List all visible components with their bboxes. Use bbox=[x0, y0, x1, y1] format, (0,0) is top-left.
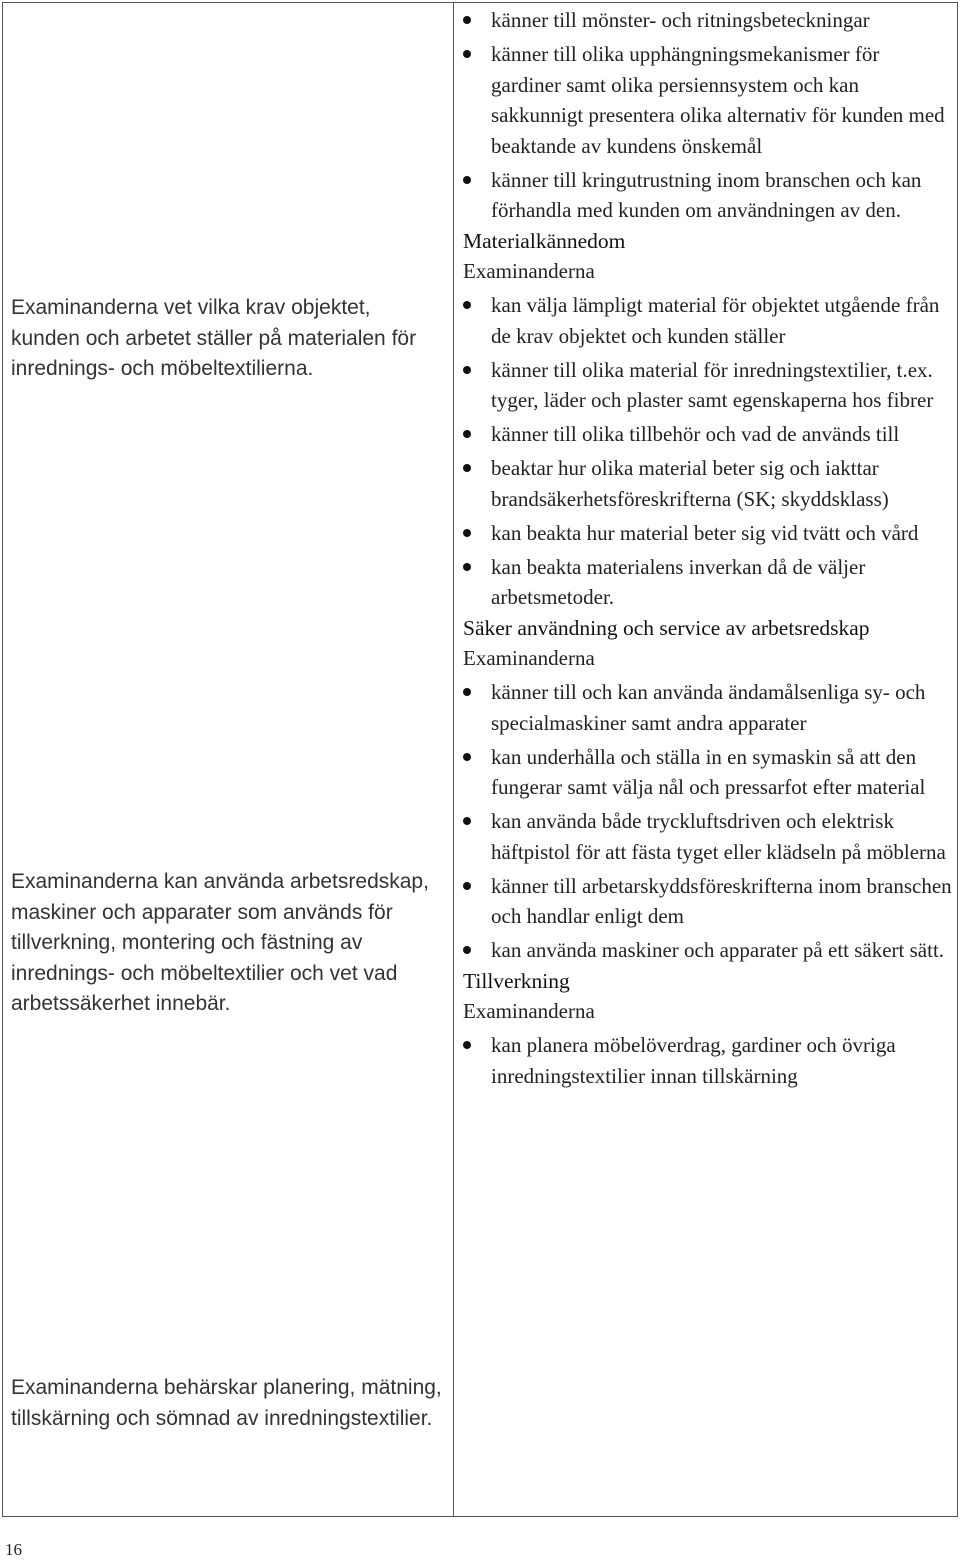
bullet-icon bbox=[463, 464, 471, 472]
bullet-icon bbox=[463, 753, 471, 761]
bullet-icon bbox=[463, 688, 471, 696]
goal-tools: Examinanderna kan använda arbetsredskap, maskiner och apparater som används för tillverkning, montering och fästning av inrednings- och möbeltextilier och vet vad arbetssäkerhet innebär. bbox=[11, 870, 429, 1015]
list-item: känner till olika upphängningsmekanismer för gardiner samt olika persiennsystem och kan sakkunnigt presentera olika alternativ för kunden med beaktande av kundens önskemål bbox=[454, 39, 958, 161]
bullet-icon bbox=[463, 366, 471, 374]
bullet-icon bbox=[463, 176, 471, 184]
section-heading-material: Materialkännedom bbox=[463, 228, 626, 253]
section-subject: Examinanderna bbox=[463, 999, 595, 1023]
bullet-icon bbox=[463, 1041, 471, 1049]
list-item: kan beakta materialens inverkan då de väljer arbetsmetoder. bbox=[454, 552, 958, 613]
bullet-icon bbox=[463, 946, 471, 954]
bullet-icon bbox=[463, 882, 471, 890]
safety-list bbox=[454, 677, 958, 966]
bullet-icon bbox=[463, 301, 471, 309]
goal-material: Examinanderna vet vilka krav objektet, kunden och arbetet ställer på materialen för inrednings- och möbeltextilierna. bbox=[11, 296, 417, 380]
list-item: känner till arbetarskyddsföreskrifterna inom branschen och handlar enligt dem bbox=[454, 871, 958, 932]
list-item: kan använda maskiner och apparater på ett säkert sätt. bbox=[454, 935, 958, 966]
list-item: kan planera möbelöverdrag, gardiner och övriga inredningstextilier innan tillskärning bbox=[454, 1030, 958, 1091]
list-item: kan välja lämpligt material för objektet utgående från de krav objektet och kunden ställer bbox=[454, 290, 958, 351]
list-item: känner till mönster- och ritningsbeteckningar bbox=[454, 5, 958, 36]
criteria-table bbox=[2, 2, 958, 1517]
list-item: kan beakta hur material beter sig vid tvätt och vård bbox=[454, 518, 958, 549]
intro-list bbox=[454, 5, 958, 226]
section-heading-manufacturing: Tillverkning bbox=[463, 968, 570, 993]
list-item: kan använda både tryckluftsdriven och elektrisk häftpistol för att fästa tyget eller klädseln på möblerna bbox=[454, 806, 958, 867]
material-list bbox=[454, 290, 958, 613]
bullet-icon bbox=[463, 50, 471, 58]
goals-column bbox=[3, 3, 453, 1516]
section-subject: Examinanderna bbox=[463, 646, 595, 670]
list-item: beaktar hur olika material beter sig och iakttar brandsäkerhetsföreskrifterna (SK; skyddsklass) bbox=[454, 453, 958, 514]
list-item: känner till olika material för inredningstextilier, t.ex. tyger, läder och plaster samt egenskaperna hos fibrer bbox=[454, 355, 958, 416]
manufacturing-list bbox=[454, 1030, 958, 1091]
bullet-icon bbox=[463, 529, 471, 537]
section-subject: Examinanderna bbox=[463, 259, 595, 283]
list-item: känner till olika tillbehör och vad de används till bbox=[454, 419, 958, 450]
bullet-icon bbox=[463, 430, 471, 438]
section-heading-safety: Säker användning och service av arbetsredskap bbox=[463, 615, 870, 640]
list-item: kan underhålla och ställa in en symaskin så att den fungerar samt välja nål och pressarfot efter material bbox=[454, 742, 958, 803]
page-number: 16 bbox=[5, 1540, 22, 1559]
criteria-column bbox=[454, 3, 958, 1516]
goal-manufacturing: Examinanderna behärskar planering, mätning, tillskärning och sömnad av inredningstextilier. bbox=[11, 1376, 442, 1430]
list-item: känner till kringutrustning inom branschen och kan förhandla med kunden om användningen av den. bbox=[454, 165, 958, 226]
bullet-icon bbox=[463, 563, 471, 571]
list-item: känner till och kan använda ändamålsenliga sy- och specialmaskiner samt andra apparater bbox=[454, 677, 958, 738]
bullet-icon bbox=[463, 16, 471, 24]
bullet-icon bbox=[463, 817, 471, 825]
